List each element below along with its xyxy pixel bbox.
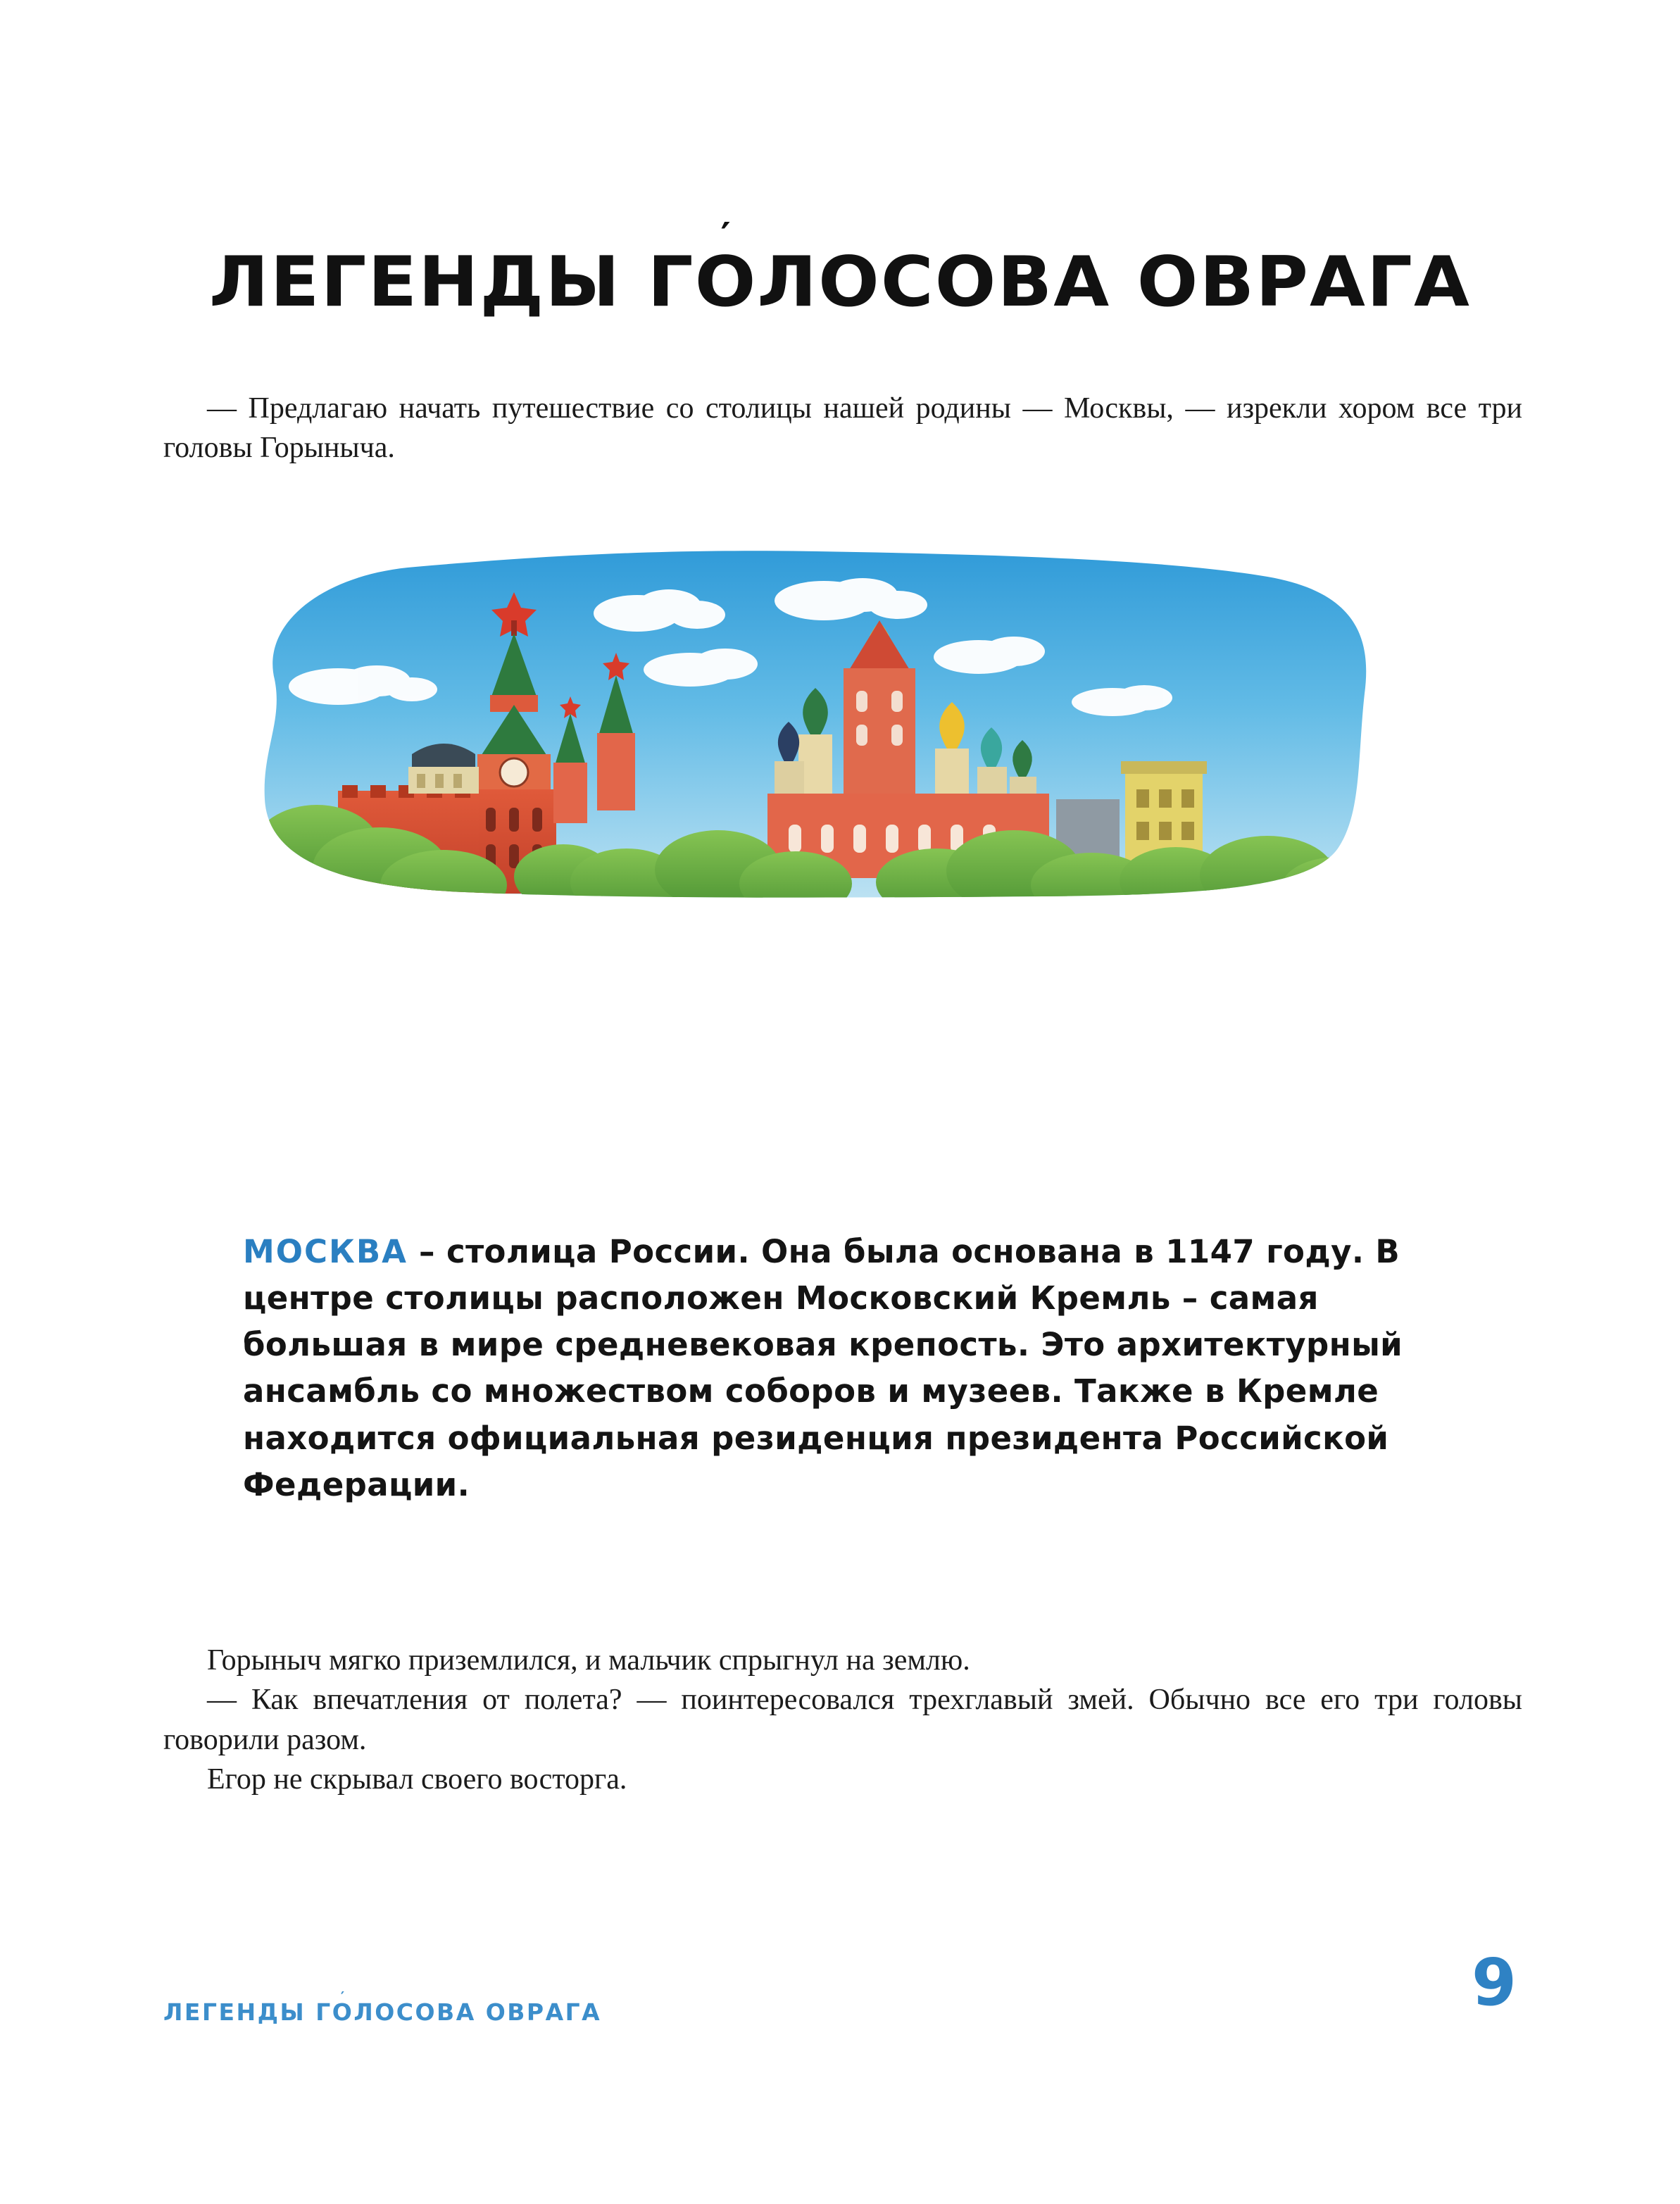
page-title-accent-letter: О ′ [695,242,758,323]
closing-paragraph-1: Горыныч мягко приземлился, и мальчик спрыгнул на землю. [207,1644,970,1677]
page-title-part1: ЛЕГЕНДЫ Г [209,242,695,323]
page-number: 9 [1471,1945,1517,2020]
kremlin-illustration-svg [232,546,1387,905]
intro-paragraph: — Предлагаю начать путешествие со столицы нашей родины — Москвы, — изрекли хором все три головы Горыныча. [163,392,1522,465]
running-title-accent-letter: О ′ [332,1998,354,2026]
fact-text: – столица России. Она была основана в 1147 году. В центре столицы расположен Московский Кремль – самая большая в мире средневековая крепость. Это архитектурный ансамбль со множеством соборов и музеев. Также в Кремле находится официальная резиденция президента Российской Федерации. [243,1233,1403,1503]
intro-text-block [163,389,1522,468]
kremlin-illustration [232,546,1387,905]
fact-box [243,1229,1440,1508]
closing-paragraph-2: — Как впечатления от полета? — поинтересовался трехглавый змей. Обычно все его три головы говорили разом. [163,1684,1522,1756]
running-footer-title [163,1998,601,2026]
closing-paragraph-3: Егор не скрывал своего восторга. [207,1762,627,1796]
page-title [0,242,1680,323]
running-title-part1: ЛЕГЕНДЫ Г [163,1998,332,2026]
fact-keyword: МОСКВА [243,1233,408,1270]
page-title-part2: ЛОСОВА ОВРАГА [757,242,1471,323]
running-title-part2: ЛОСОВА ОВРАГА [353,1998,602,2026]
closing-text-block [163,1641,1522,1799]
